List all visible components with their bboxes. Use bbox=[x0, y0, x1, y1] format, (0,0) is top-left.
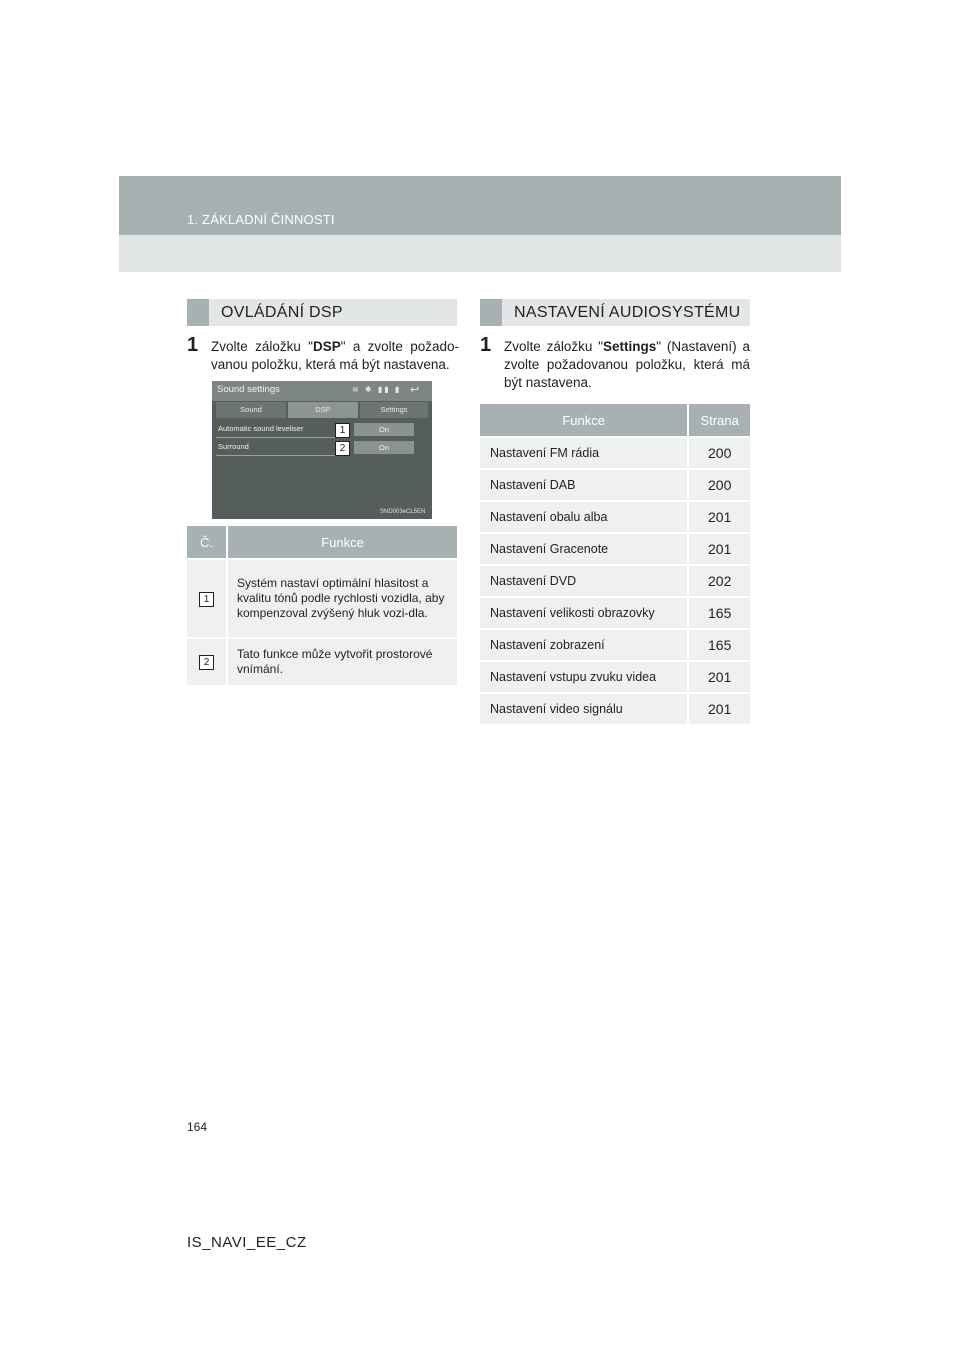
table-row bbox=[480, 469, 750, 501]
row-page: 201 bbox=[688, 501, 750, 533]
col-header-no: Č. bbox=[187, 526, 227, 559]
page-number: 164 bbox=[187, 1120, 208, 1134]
row-function-text: Systém nastaví optimální hlasitost a kvalitu tónů podle rychlosti vozidla, aby kompenzoval zvýšený hluk vozi-dla. bbox=[227, 559, 457, 638]
row-value-button: On bbox=[354, 441, 414, 454]
chapter-title: 1. ZÁKLADNÍ ČINNOSTI bbox=[187, 212, 335, 227]
image-code: SND003eCL5EN bbox=[380, 509, 426, 515]
tab-dsp: DSP bbox=[288, 402, 358, 418]
step-text bbox=[504, 338, 750, 392]
section-heading-bar bbox=[187, 299, 209, 326]
status-icons: ≋ ✱ ▮▮ ▮ bbox=[352, 385, 402, 394]
row-value-button: On bbox=[354, 423, 414, 436]
table-row bbox=[480, 597, 750, 629]
screen-tabs bbox=[212, 402, 432, 418]
col-header-function: Funkce bbox=[227, 526, 457, 559]
step-text-post: " (Nastavení) a zvolte požadovanou položku, která má být nastavena. bbox=[504, 339, 750, 390]
row-number: 2 bbox=[199, 655, 214, 670]
table-row bbox=[187, 559, 457, 638]
row-function: Nastavení video signálu bbox=[480, 693, 688, 724]
table-row bbox=[480, 533, 750, 565]
table-row bbox=[480, 565, 750, 597]
step-number: 1 bbox=[480, 334, 492, 356]
row-number: 1 bbox=[199, 592, 214, 607]
screen-title: Sound settings bbox=[217, 384, 280, 395]
step-text bbox=[211, 338, 459, 374]
audio-settings-table bbox=[480, 404, 750, 724]
col-header-function: Funkce bbox=[480, 404, 688, 437]
row-function: Nastavení FM rádia bbox=[480, 437, 688, 469]
row-function-text: Tato funkce může vytvořit prostorové vnímání. bbox=[227, 638, 457, 685]
row-page: 165 bbox=[688, 629, 750, 661]
table-row bbox=[187, 638, 457, 685]
step-number: 1 bbox=[187, 334, 199, 356]
row-function: Nastavení vstupu zvuku videa bbox=[480, 661, 688, 693]
header-subband bbox=[119, 235, 841, 272]
callout-2: 2 bbox=[335, 441, 350, 456]
step-text-bold: DSP bbox=[312, 339, 341, 354]
row-page: 200 bbox=[688, 469, 750, 501]
step-text-bold: Settings bbox=[603, 339, 657, 354]
row-page: 200 bbox=[688, 437, 750, 469]
step-text-pre: Zvolte záložku " bbox=[211, 339, 313, 354]
row-page: 201 bbox=[688, 693, 750, 724]
table-header-row bbox=[480, 404, 750, 437]
col-header-page: Strana bbox=[688, 404, 750, 437]
dsp-function-table bbox=[187, 526, 457, 685]
table-row bbox=[480, 501, 750, 533]
row-function: Nastavení obalu alba bbox=[480, 501, 688, 533]
section-heading-bar bbox=[480, 299, 502, 326]
row-function: Nastavení velikosti obrazovky bbox=[480, 597, 688, 629]
row-label: Surround bbox=[218, 442, 249, 451]
section-heading-dsp bbox=[187, 299, 457, 326]
row-page: 201 bbox=[688, 661, 750, 693]
row-page: 165 bbox=[688, 597, 750, 629]
callout-1: 1 bbox=[335, 423, 350, 438]
section-heading-text: OVLÁDÁNÍ DSP bbox=[221, 304, 343, 321]
step-text-post: " a zvolte požado-vanou položku, která má být nastavena. bbox=[211, 339, 459, 372]
row-function: Nastavení zobrazení bbox=[480, 629, 688, 661]
row-number-cell bbox=[187, 559, 227, 638]
row-page: 202 bbox=[688, 565, 750, 597]
tab-sound: Sound bbox=[216, 402, 286, 418]
row-page: 201 bbox=[688, 533, 750, 565]
section-heading-text: NASTAVENÍ AUDIOSYSTÉMU bbox=[514, 304, 741, 321]
table-row bbox=[480, 661, 750, 693]
section-heading-audio bbox=[480, 299, 750, 326]
table-row bbox=[480, 629, 750, 661]
step-text-pre: Zvolte záložku " bbox=[504, 339, 603, 354]
row-number-cell bbox=[187, 638, 227, 685]
row-function: Nastavení DVD bbox=[480, 565, 688, 597]
row-label: Automatic sound leveliser bbox=[218, 424, 304, 433]
screen-row bbox=[216, 441, 428, 456]
table-row bbox=[480, 437, 750, 469]
screen-row bbox=[216, 423, 428, 438]
document-code: IS_NAVI_EE_CZ bbox=[187, 1234, 307, 1251]
row-function: Nastavení DAB bbox=[480, 469, 688, 501]
table-header-row bbox=[187, 526, 457, 559]
sound-settings-screenshot bbox=[212, 381, 432, 519]
row-divider bbox=[216, 455, 340, 456]
back-icon: ↩ bbox=[410, 384, 420, 396]
row-function: Nastavení Gracenote bbox=[480, 533, 688, 565]
row-divider bbox=[216, 437, 340, 438]
table-row bbox=[480, 693, 750, 724]
tab-settings: Settings bbox=[360, 402, 428, 418]
